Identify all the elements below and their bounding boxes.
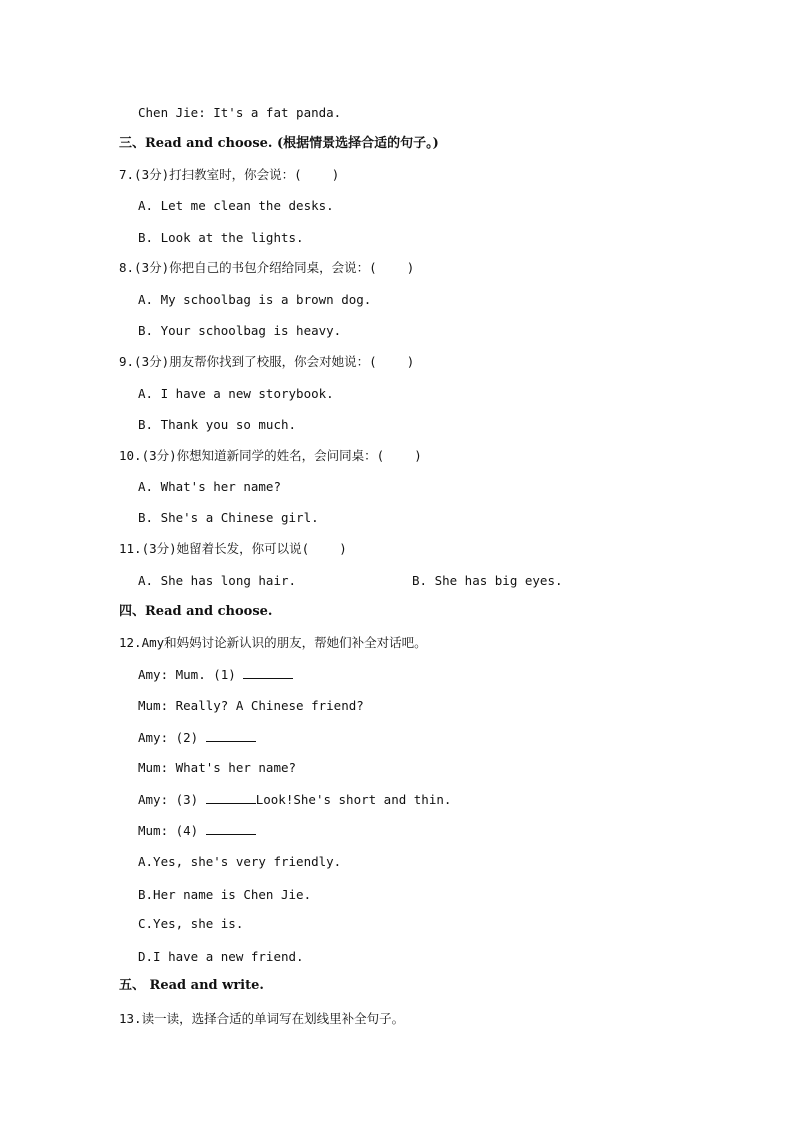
dialogue-line-4: Mum: What's her name? (138, 760, 297, 775)
dialogue-line-2: Mum: Really? A Chinese friend? (138, 698, 364, 713)
question-8-stem: 8.(3分)你把自己的书包介绍给同桌，会说：( ) (119, 260, 415, 275)
question-11-option-a: A. She has long hair. (138, 573, 297, 588)
question-7-option-b: B. Look at the lights. (138, 230, 304, 245)
section-5-heading: 五、 Read and write. (119, 978, 264, 993)
blank-4[interactable] (206, 822, 256, 835)
question-9-option-a: A. I have a new storybook. (138, 386, 334, 401)
question-8-option-b: B. Your schoolbag is heavy. (138, 323, 342, 338)
section-3-heading: 三、Read and choose. (根据情景选择合适的句子。) (119, 136, 439, 151)
question-12-option-d: D.I have a new friend. (138, 949, 304, 964)
question-10-option-b: B. She's a Chinese girl. (138, 510, 319, 525)
dialogue-line-5-tail: Look!She's short and thin. (255, 792, 452, 807)
dialogue-line-5-text: Amy: (3) (138, 792, 206, 807)
blank-1[interactable] (243, 666, 293, 679)
blank-2[interactable] (206, 729, 256, 742)
question-12-option-b: B.Her name is Chen Jie. (138, 887, 312, 902)
question-10-stem: 10.(3分)你想知道新同学的姓名，会问同桌：( ) (119, 448, 422, 463)
question-12-stem: 12.Amy和妈妈讨论新认识的朋友，帮她们补全对话吧。 (119, 635, 427, 650)
blank-3[interactable] (206, 791, 256, 804)
question-13-stem: 13.读一读，选择合适的单词写在划线里补全句子。 (119, 1011, 405, 1026)
question-11-option-b: B. She has big eyes. (412, 573, 563, 588)
question-12-option-c: C.Yes, she is. (138, 916, 244, 931)
question-9-stem: 9.(3分)朋友帮你找到了校服，你会对她说：( ) (119, 354, 415, 369)
intro-dialogue-line: Chen Jie: It's a fat panda. (138, 105, 342, 120)
question-9-option-b: B. Thank you so much. (138, 417, 297, 432)
dialogue-line-5 (138, 791, 451, 808)
question-8-option-a: A. My schoolbag is a brown dog. (138, 292, 372, 307)
question-7-stem: 7.(3分)打扫教室时，你会说：( ) (119, 167, 340, 182)
question-11-stem: 11.(3分)她留着长发，你可以说( ) (119, 541, 347, 556)
dialogue-line-3-text: Amy: (2) (138, 730, 206, 745)
dialogue-line-6 (138, 822, 256, 839)
dialogue-line-1 (138, 666, 293, 683)
dialogue-line-6-text: Mum: (4) (138, 823, 206, 838)
question-10-option-a: A. What's her name? (138, 479, 281, 494)
dialogue-line-1-text: Amy: Mum. (1) (138, 667, 244, 682)
question-12-option-a: A.Yes, she's very friendly. (138, 854, 342, 869)
section-4-heading: 四、Read and choose. (119, 604, 273, 619)
dialogue-line-3 (138, 729, 256, 746)
question-7-option-a: A. Let me clean the desks. (138, 198, 334, 213)
